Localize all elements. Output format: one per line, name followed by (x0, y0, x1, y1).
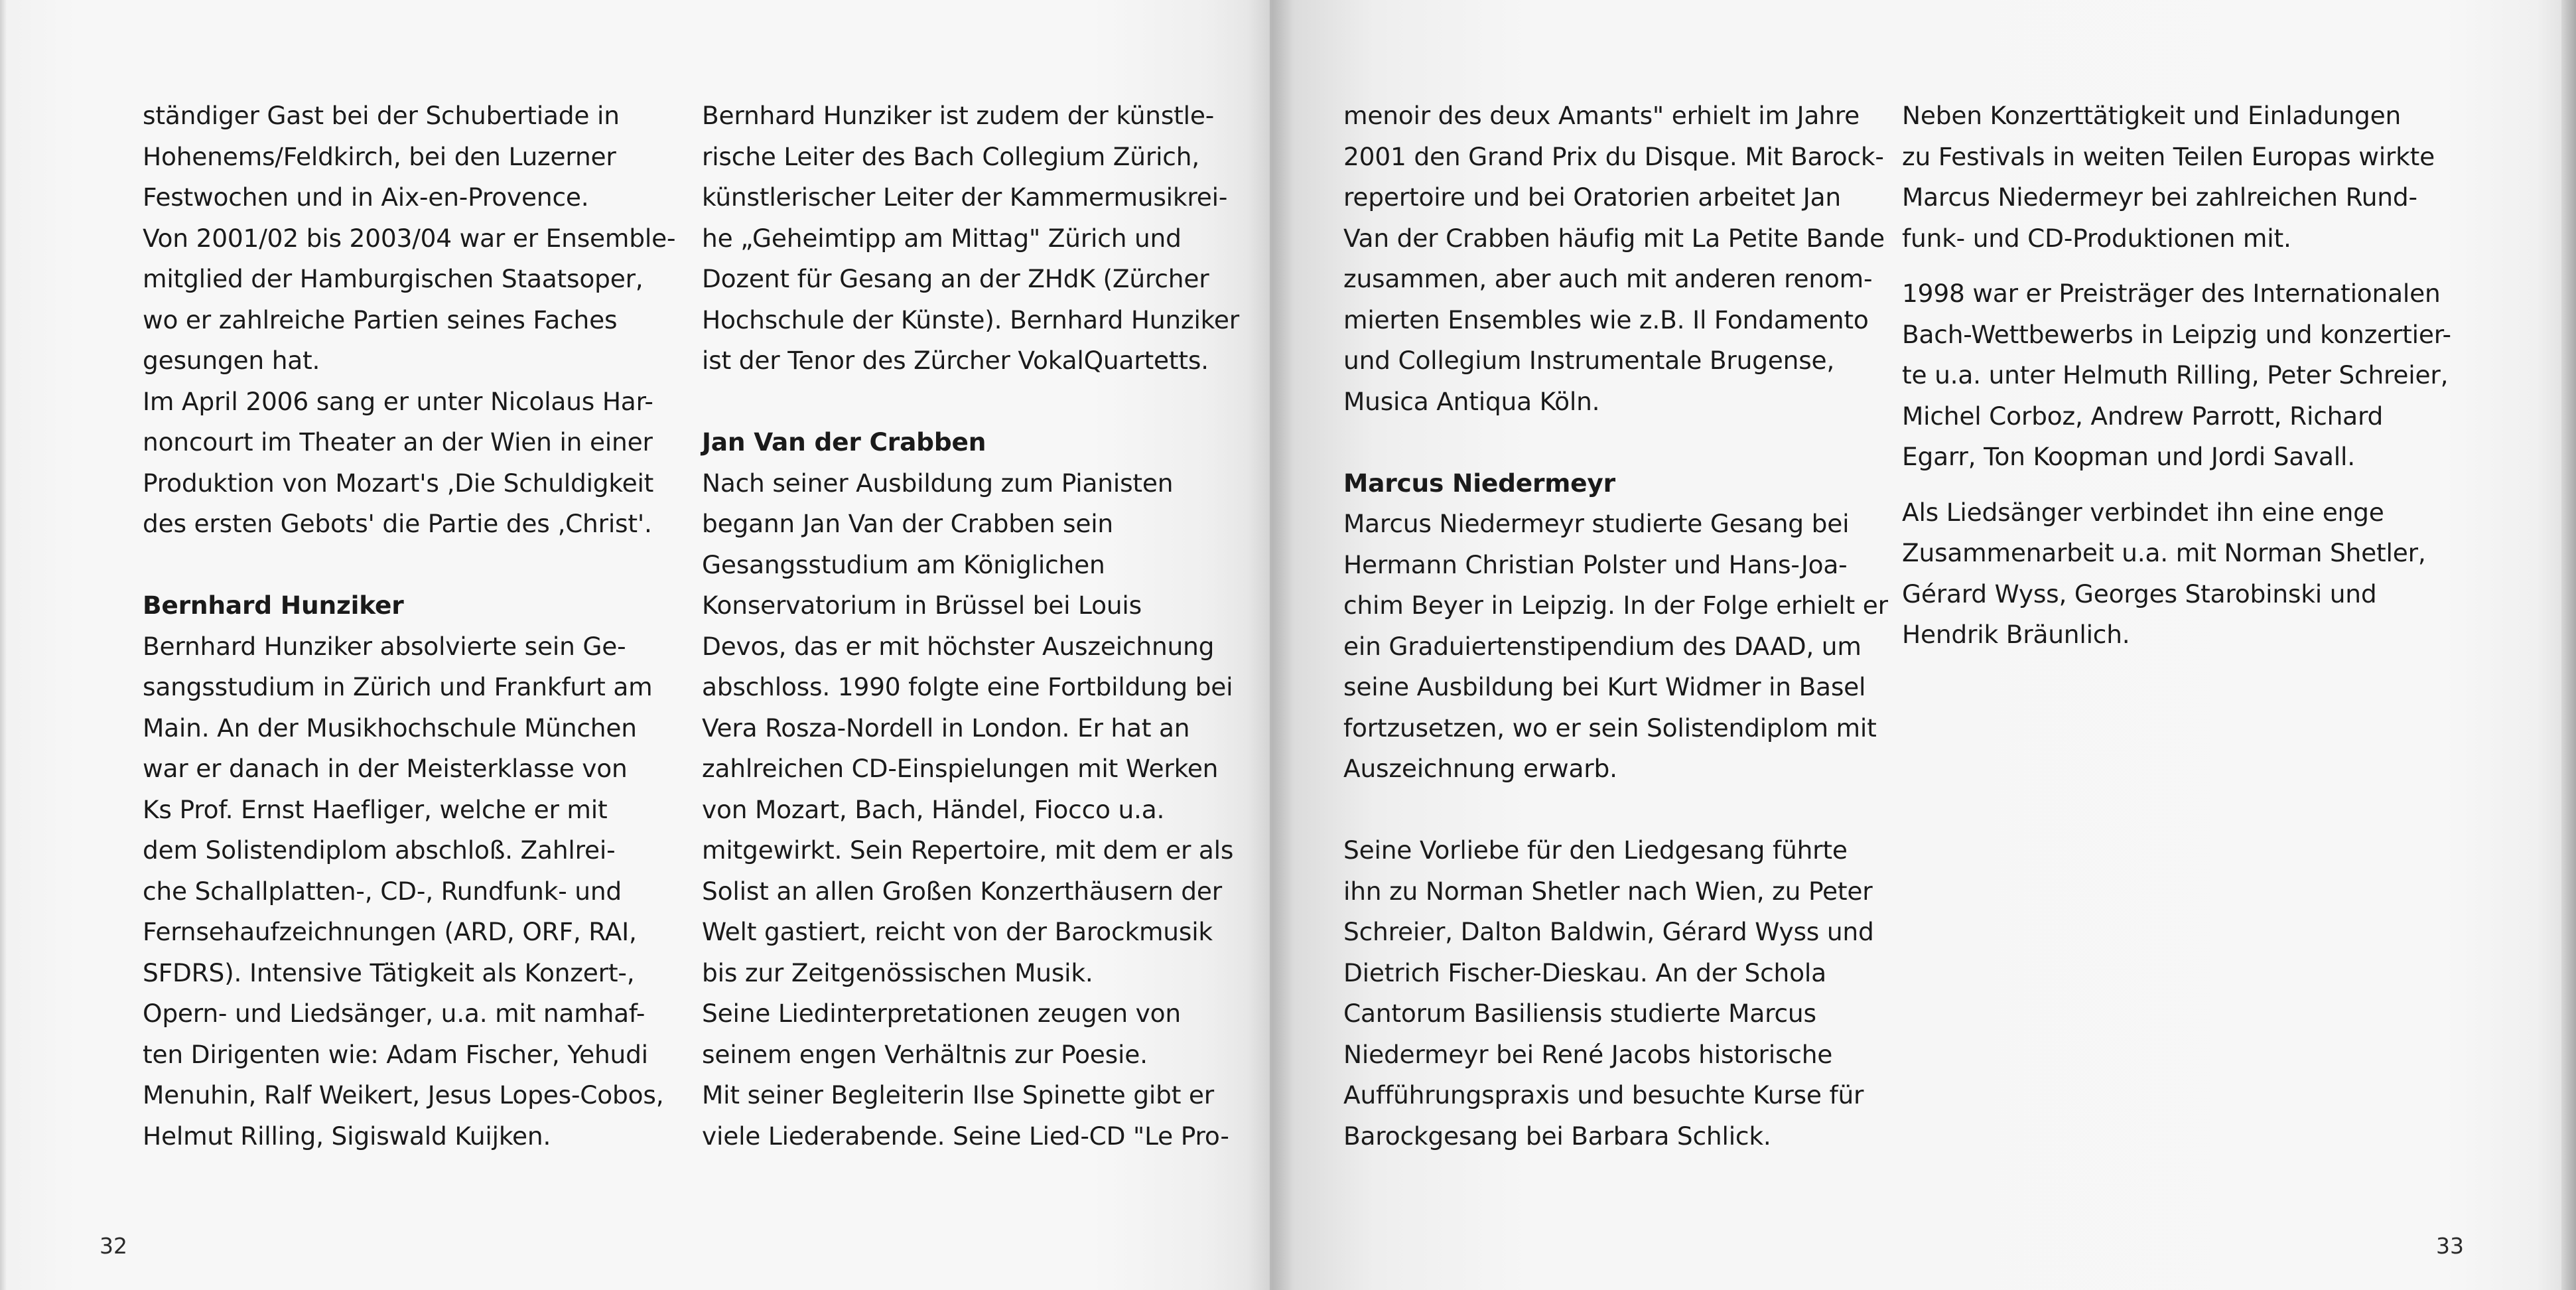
column-3 (1343, 96, 1888, 1157)
text-line: Im April 2006 sang er unter Nicolaus Har- (143, 386, 653, 416)
text-line: Fernsehaufzeichnungen (ARD, ORF, RAI, (143, 917, 637, 946)
text-line: ist der Tenor des Zürcher VokalQuartetts. (702, 346, 1209, 375)
text-line: Nach seiner Ausbildung zum Pianisten (702, 468, 1174, 498)
text-line: künstlerischer Leiter der Kammermusikrei- (702, 182, 1228, 212)
text-line: Auszeichnung erwarb. (1343, 754, 1617, 783)
text-line: war er danach in der Meisterklasse von (143, 754, 628, 783)
column-4 (1902, 96, 2451, 656)
text-line: funk- und CD-Produktionen mit. (1902, 223, 2291, 253)
text-line: Devos, das er mit höchster Auszeichnung (702, 631, 1215, 661)
text-line: dem Solistendiplom abschloß. Zahlrei- (143, 835, 616, 865)
text-line: Main. An der Musikhochschule München (143, 713, 637, 743)
text-line: Michel Corboz, Andrew Parrott, Richard (1902, 401, 2384, 431)
page-number-left: 32 (100, 1233, 127, 1259)
text-line: he „Geheimtipp am Mittag" Zürich und (702, 223, 1182, 253)
page-edge-right (2561, 0, 2576, 1290)
text-line: Produktion von Mozart's ‚Die Schuldigkeit (143, 468, 654, 498)
text-line: Hendrik Bräunlich. (1902, 620, 2130, 649)
text-line: Bernhard Hunziker absolvierte sein Ge- (143, 631, 626, 661)
text-line: Marcus Niedermeyr studierte Gesang bei (1343, 509, 1850, 538)
text-line: Hermann Christian Polster und Hans-Joa- (1343, 549, 1848, 579)
page-number-right: 33 (2436, 1233, 2464, 1259)
text-line: seinem engen Verhältnis zur Poesie. (702, 1039, 1148, 1069)
text-line: mitglied der Hamburgischen Staatsoper, (143, 264, 644, 293)
text-line: repertoire und bei Oratorien arbeitet Jan (1343, 182, 1841, 212)
text-line: Niedermeyr bei René Jacobs historische (1343, 1039, 1833, 1069)
text-line: Bernhard Hunziker ist zudem der künstle- (702, 101, 1215, 130)
text-line: Musica Antiqua Köln. (1343, 386, 1600, 416)
text-line: gesungen hat. (143, 346, 320, 375)
book-gutter (1247, 0, 1294, 1290)
text-line: Egarr, Ton Koopman und Jordi Savall. (1902, 442, 2355, 471)
text-line: rische Leiter des Bach Collegium Zürich, (702, 141, 1200, 171)
text-line: bis zur Zeitgenössischen Musik. (702, 958, 1093, 987)
text-line: ein Graduiertenstipendium des DAAD, um (1343, 631, 1862, 661)
niedermeyr-paragraph-2 (1343, 830, 1874, 1157)
prize-paragraph (1902, 273, 2451, 478)
section-heading-crabben: Jan Van der Crabben (702, 427, 986, 457)
text-line: Festwochen und in Aix-en-Provence. (143, 182, 589, 212)
text-line: Dietrich Fischer-Dieskau. An der Schola (1343, 958, 1826, 987)
text-line: 2001 den Grand Prix du Disque. Mit Barock- (1343, 141, 1884, 171)
text-line: che Schallplatten-, CD-, Rundfunk- und (143, 876, 622, 906)
column-1 (143, 96, 676, 1157)
text-line: Als Liedsänger verbindet ihn eine enge (1902, 497, 2384, 527)
section-heading-hunziker: Bernhard Hunziker (143, 591, 404, 620)
text-line: mierten Ensembles wie z.B. Il Fondamento (1343, 305, 1869, 334)
text-line: wo er zahlreiche Partien seines Faches (143, 305, 618, 334)
text-line: Menuhin, Ralf Weikert, Jesus Lopes-Cobos, (143, 1080, 664, 1110)
left-page (0, 0, 1270, 1290)
text-line: Cantorum Basiliensis studierte Marcus (1343, 999, 1816, 1028)
paragraph-gap (1902, 478, 2433, 492)
text-line: Von 2001/02 bis 2003/04 war er Ensemble- (143, 223, 676, 253)
paragraph-gap (1343, 790, 1874, 831)
paragraph-gap (1902, 259, 2433, 273)
text-line: sangsstudium in Zürich und Frankfurt am (143, 672, 653, 701)
text-line: 1998 war er Preisträger des Internationalen (1902, 279, 2441, 308)
hunziker-continued-paragraph (702, 96, 1239, 382)
niedermeyr-paragraph (1343, 504, 1888, 790)
text-line: Konservatorium in Brüssel bei Louis (702, 591, 1142, 620)
paragraph-gap (702, 382, 1233, 423)
text-line: Gesangsstudium am Königlichen (702, 549, 1105, 579)
text-line: noncourt im Theater an der Wien in einer (143, 427, 653, 457)
text-line: abschloss. 1990 folgte eine Fortbildung bei (702, 672, 1233, 701)
liedsaenger-paragraph (1902, 492, 2433, 656)
text-line: Welt gastiert, reicht von der Barockmusik (702, 917, 1213, 946)
text-line: seine Ausbildung bei Kurt Widmer in Basel (1343, 672, 1866, 701)
section-heading-niedermeyr: Marcus Niedermeyr (1343, 468, 1615, 498)
text-line: Zusammenarbeit u.a. mit Norman Shetler, (1902, 538, 2426, 567)
text-line: des ersten Gebots' die Partie des ‚Christ'. (143, 509, 652, 538)
text-line: fortzusetzen, wo er sein Solistendiplom mit (1343, 713, 1877, 743)
text-line: von Mozart, Bach, Händel, Fiocco u.a. (702, 794, 1165, 824)
text-line: Neben Konzerttätigkeit und Einladungen (1902, 101, 2402, 130)
text-line: Seine Liedinterpretationen zeugen von (702, 999, 1181, 1028)
text-line: Mit seiner Begleiterin Ilse Spinette gibt er (702, 1080, 1215, 1110)
text-line: zahlreichen CD-Einspielungen mit Werken (702, 754, 1219, 783)
text-line: Gérard Wyss, Georges Starobinski und (1902, 579, 2377, 609)
page-edge-left (0, 0, 7, 1290)
paragraph-gap (1343, 422, 1874, 463)
text-line: zusammen, aber auch mit anderen renom- (1343, 264, 1873, 293)
text-line: Hochschule der Künste). Bernhard Hunziker (702, 305, 1239, 334)
text-line: Marcus Niedermeyr bei zahlreichen Rund- (1902, 182, 2417, 212)
text-line: Schreier, Dalton Baldwin, Gérard Wyss und (1343, 917, 1874, 946)
text-line: chim Beyer in Leipzig. In der Folge erhielt er (1343, 591, 1888, 620)
text-line: begann Jan Van der Crabben sein (702, 509, 1114, 538)
text-line: ständiger Gast bei der Schubertiade in (143, 101, 620, 130)
text-line: Aufführungspraxis und besuchte Kurse für (1343, 1080, 1864, 1110)
text-line: viele Liederabende. Seine Lied-CD "Le Pro- (702, 1121, 1229, 1151)
hunziker-paragraph (143, 626, 673, 1157)
text-line: Solist an allen Großen Konzerthäusern der (702, 876, 1222, 906)
text-line: Van der Crabben häufig mit La Petite Bande (1343, 223, 1885, 253)
text-line: Hohenems/Feldkirch, bei den Luzerner (143, 141, 616, 171)
text-line: Bach-Wettbewerbs in Leipzig und konzertier- (1902, 319, 2451, 349)
concert-paragraph (1902, 96, 2433, 259)
column-2 (702, 96, 1239, 1157)
text-line: zu Festivals in weiten Teilen Europas wirkte (1902, 141, 2435, 171)
text-line: te u.a. unter Helmuth Rilling, Peter Schreier, (1902, 360, 2449, 390)
text-line: mitgewirkt. Sein Repertoire, mit dem er als (702, 835, 1234, 865)
crabben-paragraph (702, 463, 1233, 1157)
text-line: Barockgesang bei Barbara Schlick. (1343, 1121, 1771, 1151)
intro-paragraph (143, 96, 676, 545)
text-line: ten Dirigenten wie: Adam Fischer, Yehudi (143, 1039, 648, 1069)
text-line: SFDRS). Intensive Tätigkeit als Konzert-, (143, 958, 635, 987)
text-line: und Collegium Instrumentale Brugense, (1343, 346, 1835, 375)
crabben-continued-paragraph (1343, 96, 1885, 422)
text-line: Ks Prof. Ernst Haefliger, welche er mit (143, 794, 608, 824)
paragraph-gap (143, 545, 673, 586)
text-line: ihn zu Norman Shetler nach Wien, zu Peter (1343, 876, 1873, 906)
text-line: menoir des deux Amants" erhielt im Jahre (1343, 101, 1860, 130)
text-line: Helmut Rilling, Sigiswald Kuijken. (143, 1121, 551, 1151)
text-line: Vera Rosza-Nordell in London. Er hat an (702, 713, 1190, 743)
text-line: Opern- und Liedsänger, u.a. mit namhaf- (143, 999, 645, 1028)
text-line: Seine Vorliebe für den Liedgesang führte (1343, 835, 1848, 865)
text-line: Dozent für Gesang an der ZHdK (Zürcher (702, 264, 1209, 293)
